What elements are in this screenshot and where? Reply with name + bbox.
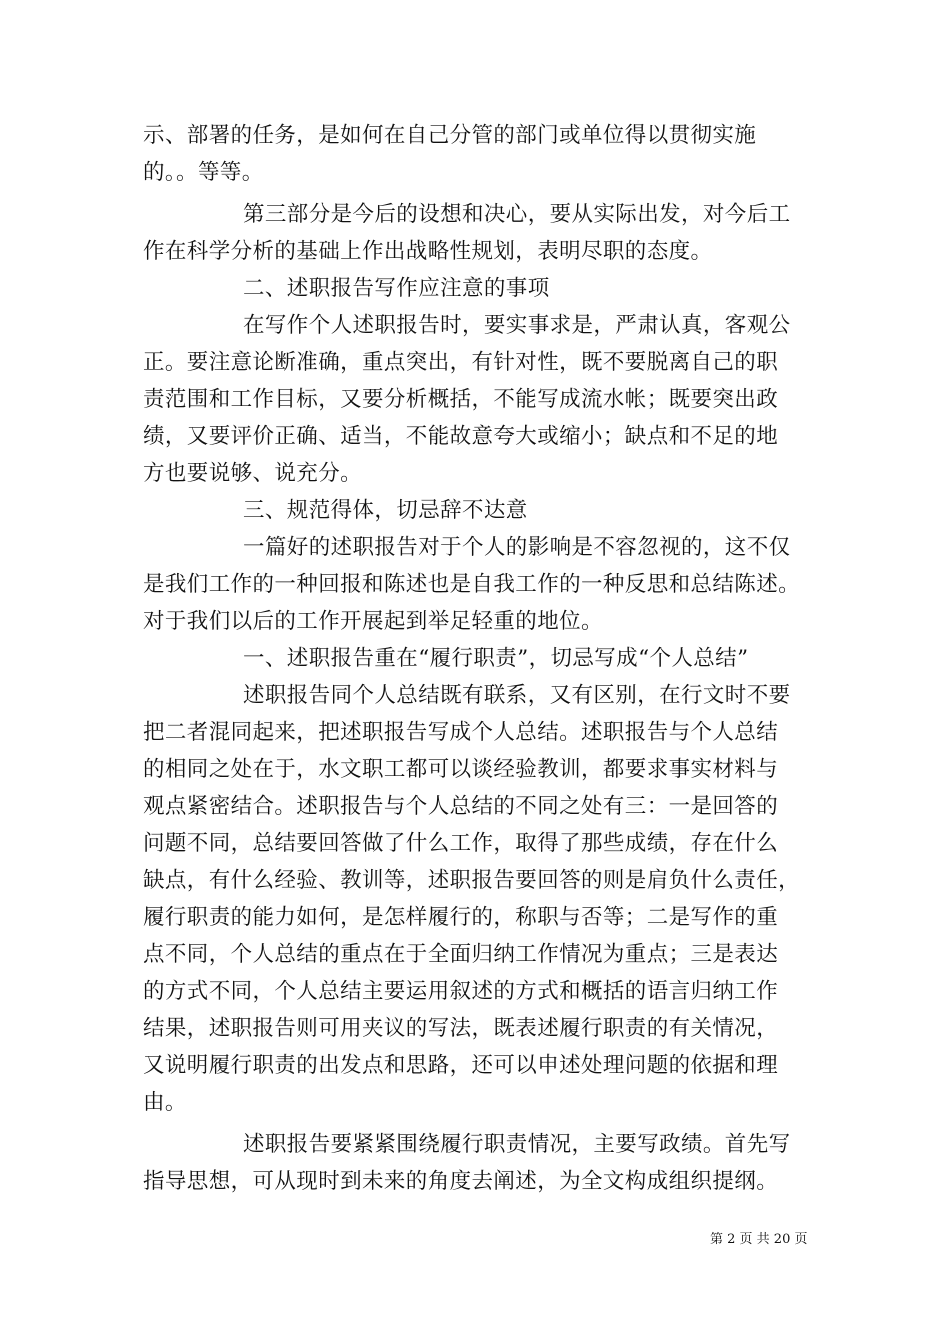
text-line: 作在科学分析的基础上作出战略性规划，表明尽职的态度。 — [143, 239, 713, 264]
text-line: 又说明履行职责的出发点和思路，还可以申述处理问题的依据和理 — [143, 1053, 779, 1078]
text-line: 责范围和工作目标，又要分析概括，不能写成流水帐；既要突出政 — [143, 387, 779, 412]
text-line: 点不同，个人总结的重点在于全面归纳工作情况为重点；三是表达 — [143, 942, 779, 967]
section-heading: 二、述职报告写作应注意的事项 — [243, 276, 550, 301]
paragraph-start-line: 在写作个人述职报告时，要实事求是，严肃认真，客观公 — [243, 313, 791, 338]
text-line: 的相同之处在于，水文职工都可以谈经验教训，都要求事实材料与 — [143, 757, 779, 782]
text-line: 履行职责的能力如何，是怎样履行的，称职与否等；二是写作的重 — [143, 905, 779, 930]
text-line: 绩，又要评价正确、适当，不能故意夸大或缩小；缺点和不足的地 — [143, 424, 779, 449]
text-line: 观点紧密结合。述职报告与个人总结的不同之处有三：一是回答的 — [143, 794, 779, 819]
paragraph-start-line: 一篇好的述职报告对于个人的影响是不容忽视的，这不仅 — [243, 535, 791, 560]
text-line: 的。。等等。 — [143, 160, 264, 185]
page-number: 第 2 页 共 20 页 — [710, 1232, 808, 1247]
paragraph-start-line: 述职报告同个人总结既有联系，又有区别，在行文时不要 — [243, 683, 791, 708]
text-line: 对于我们以后的工作开展起到举足轻重的地位。 — [143, 609, 603, 634]
text-line: 缺点，有什么经验、教训等，述职报告要回答的则是肩负什么责任， — [143, 868, 801, 893]
paragraph-start-line: 第三部分是今后的设想和决心，要从实际出发，对今后工 — [243, 202, 791, 227]
text-line: 正。要注意论断准确，重点突出，有针对性，既不要脱离自己的职 — [143, 350, 779, 375]
section-heading: 三、规范得体，切忌辞不达意 — [243, 498, 528, 523]
text-line: 把二者混同起来，把述职报告写成个人总结。述职报告与个人总结 — [143, 720, 779, 745]
text-line: 问题不同，总结要回答做了什么工作，取得了那些成绩，存在什么 — [143, 831, 779, 856]
section-heading: 一、述职报告重在“履行职责”，切忌写成“个人总结” — [243, 646, 749, 671]
text-line: 方也要说够、说充分。 — [143, 461, 363, 486]
text-line: 由。 — [143, 1090, 187, 1115]
text-line: 指导思想，可从现时到未来的角度去阐述，为全文构成组织提纲。 — [143, 1169, 779, 1194]
text-line: 示、部署的任务，是如何在自己分管的部门或单位得以贯彻实施 — [143, 123, 757, 148]
text-line: 结果，述职报告则可用夹议的写法，既表述履行职责的有关情况， — [143, 1016, 779, 1041]
text-line: 的方式不同，个人总结主要运用叙述的方式和概括的语言归纳工作 — [143, 979, 779, 1004]
text-line: 是我们工作的一种回报和陈述也是自我工作的一种反思和总结陈述。 — [143, 572, 801, 597]
paragraph-start-line: 述职报告要紧紧围绕履行职责情况，主要写政绩。首先写 — [243, 1132, 791, 1157]
